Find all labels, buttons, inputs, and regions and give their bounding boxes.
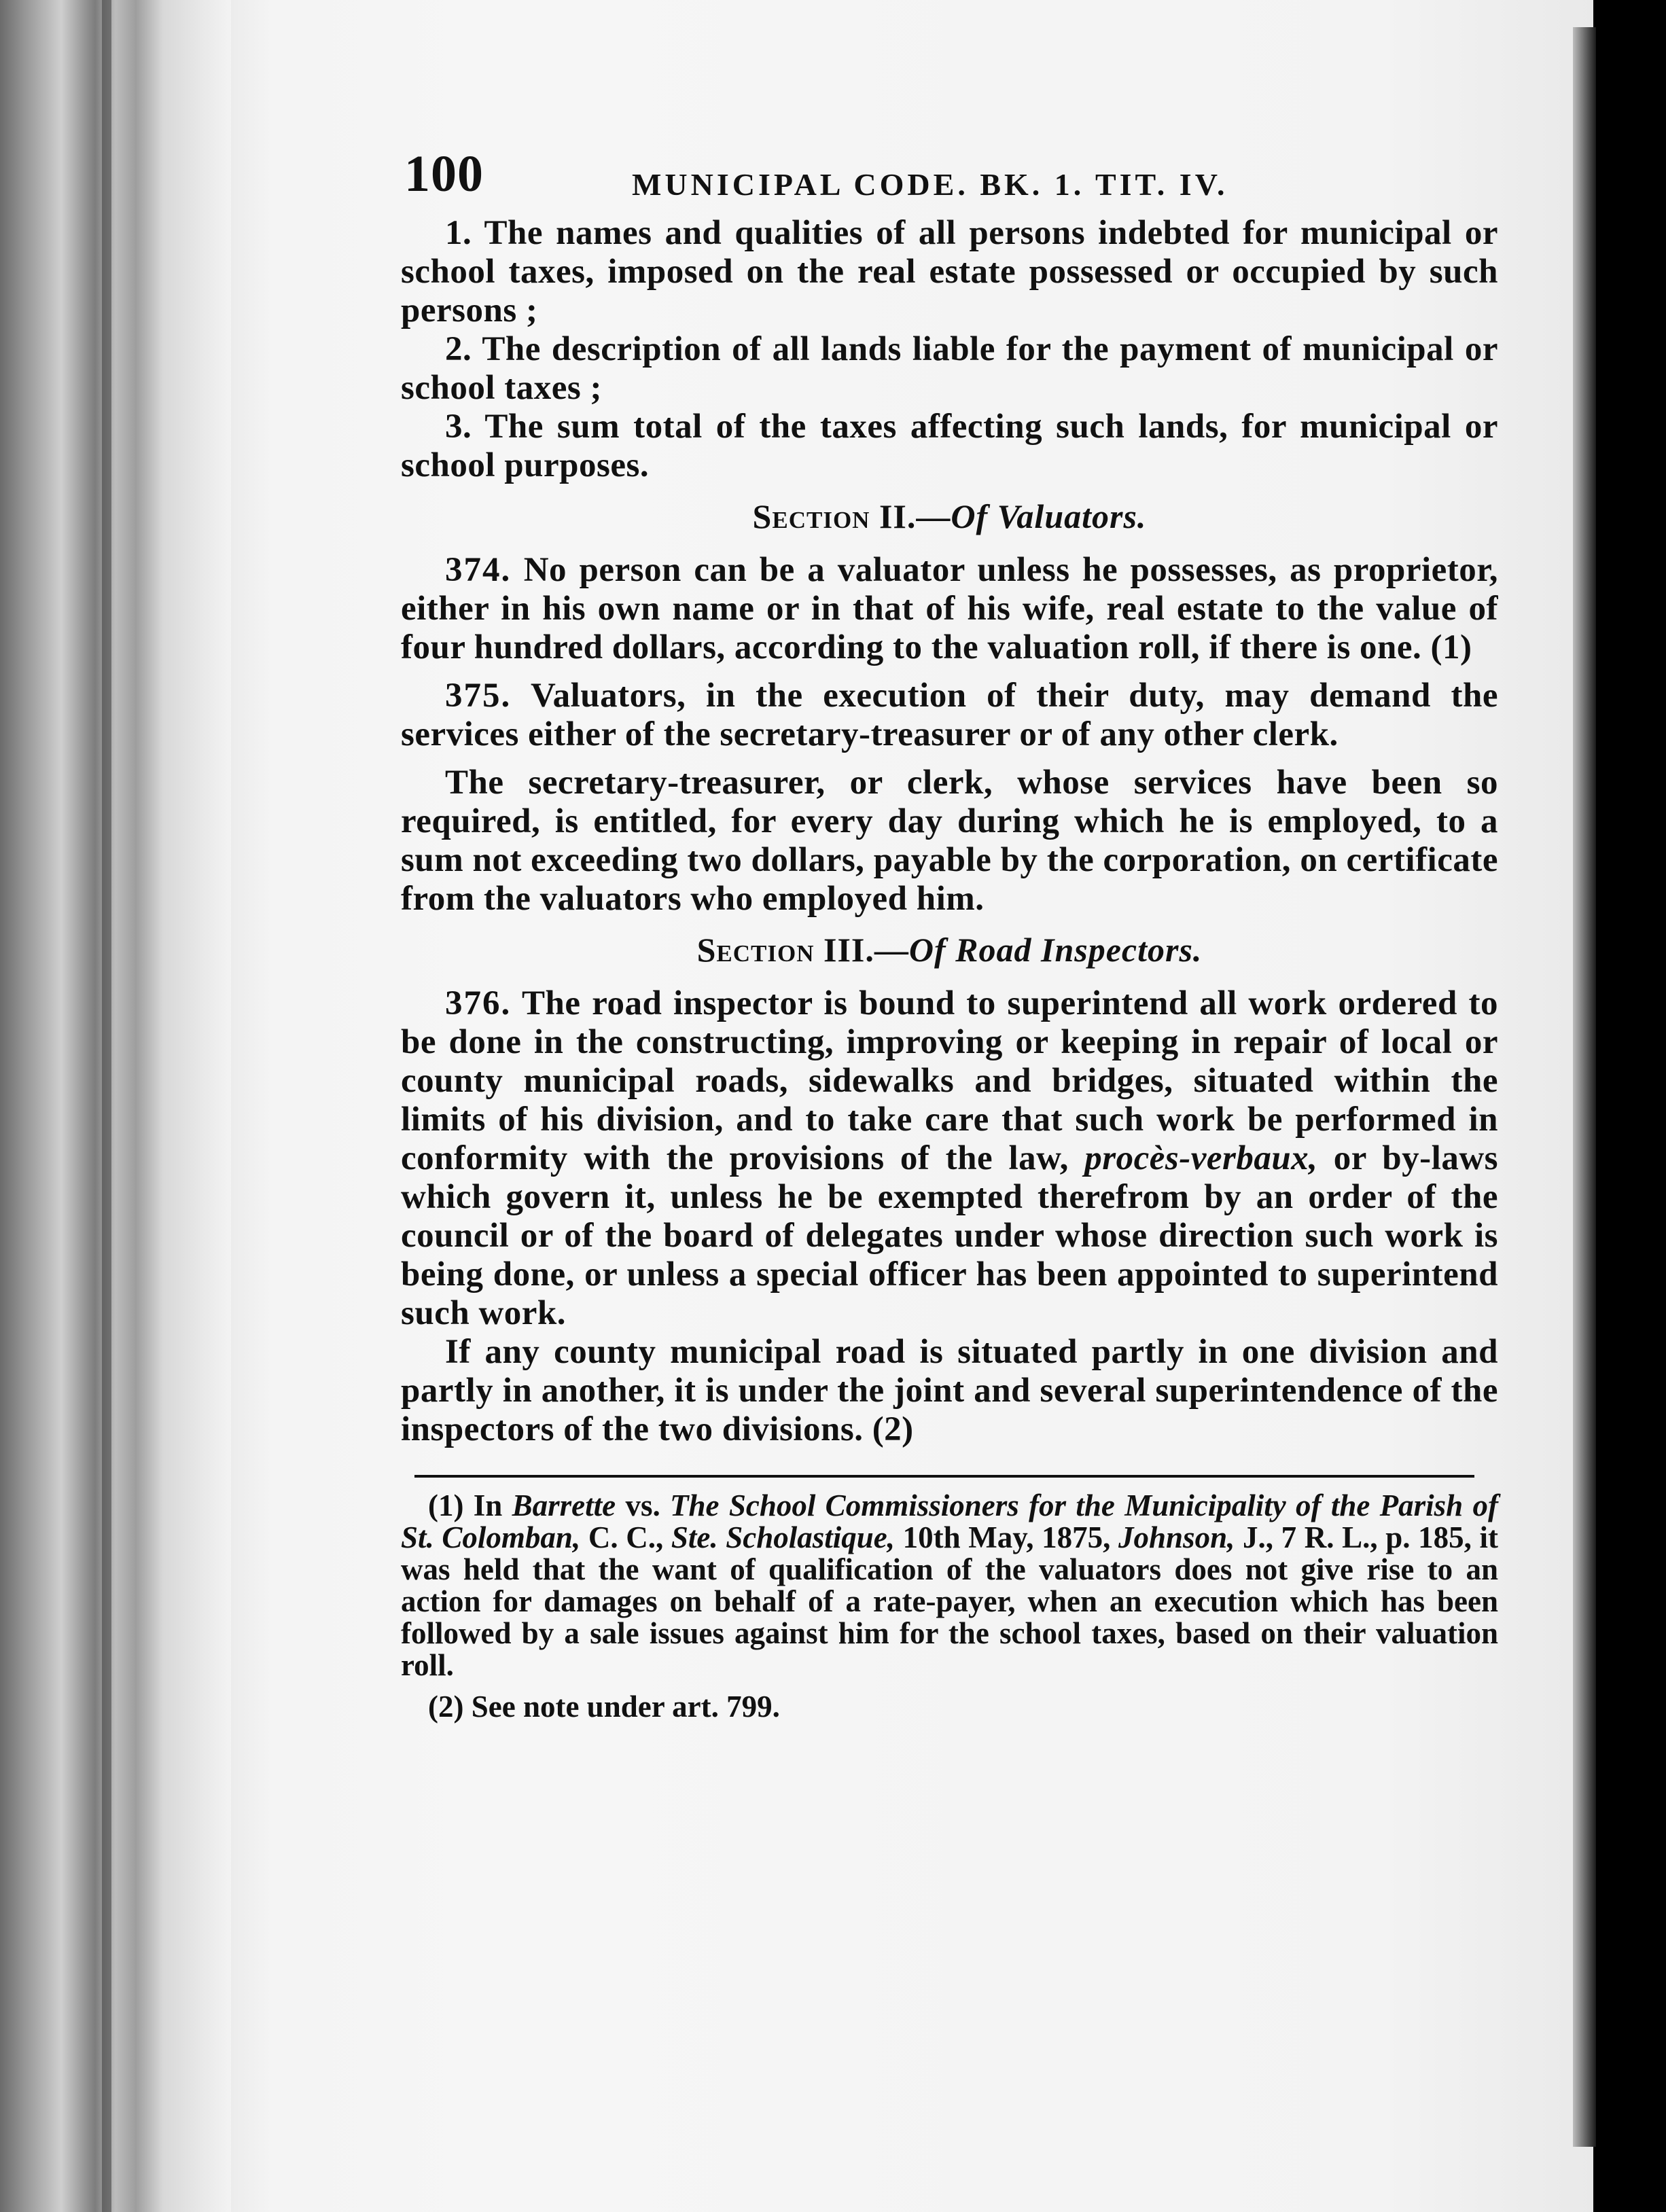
spacer (401, 667, 1498, 677)
article-text-a: The road inspector is bound to superintend all work ordered to be done in the constructing, improving or keeping in repair of local or county municipal roads, sidewalks and bridges, situated within the limits of his division, and to take care that such work be performed in conformity with the provisions of the law, (401, 984, 1498, 1177)
list-item: 3. The sum total of the taxes affecting such lands, for municipal or school purposes. (401, 408, 1498, 484)
spacer (401, 754, 1498, 764)
article-375 (401, 677, 1498, 754)
footnote-text: J., 7 R. L., p. 185, it was held that the want of qualification of the valuators does not give rise to an action for damages on behalf of a rate-payer, when an execution which has been followed by a sale issues against him for the school taxes, based on their valuation roll. (401, 1520, 1498, 1682)
footnote-marker: (1) In (428, 1488, 512, 1522)
section-heading-road-inspectors: Section III.—Of Road Inspectors. (696, 931, 1203, 969)
article-number: 375. (445, 677, 512, 715)
footnote-1 (401, 1490, 1498, 1681)
court: C. C., (580, 1520, 671, 1554)
list-item: 2. The description of all lands liable for the payment of municipal or school taxes ; (401, 330, 1498, 407)
section-label: Section III. (696, 931, 874, 969)
list-item: 1. The names and qualities of all persons indebted for municipal or school taxes, imposed on the real estate possessed or occupied by such persons ; (401, 214, 1498, 329)
running-title: MUNICIPAL CODE. BK. 1. TIT. IV. (632, 167, 1228, 202)
footnotes (401, 1490, 1498, 1723)
article-374 (401, 551, 1498, 667)
article-375-paragraph-2: The secretary-treasurer, or clerk, whose services have been so required, is entitled, for every day during which he is employed, to a sum not exceeding two dollars, payable by the corporation, on certificate from the valuators who employed him. (401, 764, 1498, 918)
case-party: The School Commissioners for the Municipality of the Parish of St. Colomban, (401, 1488, 1498, 1554)
case-vs: vs. (616, 1488, 671, 1522)
book-gutter (0, 0, 231, 2212)
article-376-paragraph-2: If any county municipal road is situated partly in one division and partly in another, it is under the joint and several superintendence of the inspectors of the two divisions. (2) (401, 1333, 1498, 1448)
page-number: 100 (404, 145, 484, 202)
article-number: 374. (445, 551, 512, 589)
section-title: Of Valuators. (951, 497, 1147, 535)
article-text-italic: procès-verbaux, (1084, 1139, 1318, 1177)
body-text (401, 214, 1498, 1449)
section-heading-valuators: Section II.—Of Valuators. (752, 497, 1147, 535)
footnote-rule (414, 1475, 1474, 1478)
page-edge (1593, 0, 1666, 2212)
section-label: Section II. (752, 497, 917, 535)
running-head (401, 139, 1498, 214)
case-party: Barrette (512, 1488, 616, 1522)
article-text-b: or by-laws which govern it, unless he be exempted therefrom by an order of the council or of the board of delegates under whose direction such work is being done, or unless a special officer has been appointed to superintend such work. (401, 1139, 1498, 1332)
article-text: No person can be a valuator unless he possesses, as proprietor, either in his own name or in that of his wife, real estate to the value of four hundred dollars, according to the valuation roll, if there is one. (1) (401, 551, 1498, 666)
article-text: Valuators, in the execution of their duty, may demand the services either of the secretary-treasurer or of any other clerk. (401, 677, 1498, 753)
place: Ste. Scholastique, (671, 1520, 895, 1554)
page-content (401, 139, 1498, 1723)
article-376 (401, 984, 1498, 1333)
footnote-2: (2) See note under art. 799. (428, 1690, 780, 1724)
section-title: Of Road Inspectors. (908, 931, 1203, 969)
date: 10th May, 1875, (895, 1520, 1118, 1554)
article-number: 376. (445, 984, 512, 1022)
judge: Johnson, (1118, 1520, 1235, 1554)
